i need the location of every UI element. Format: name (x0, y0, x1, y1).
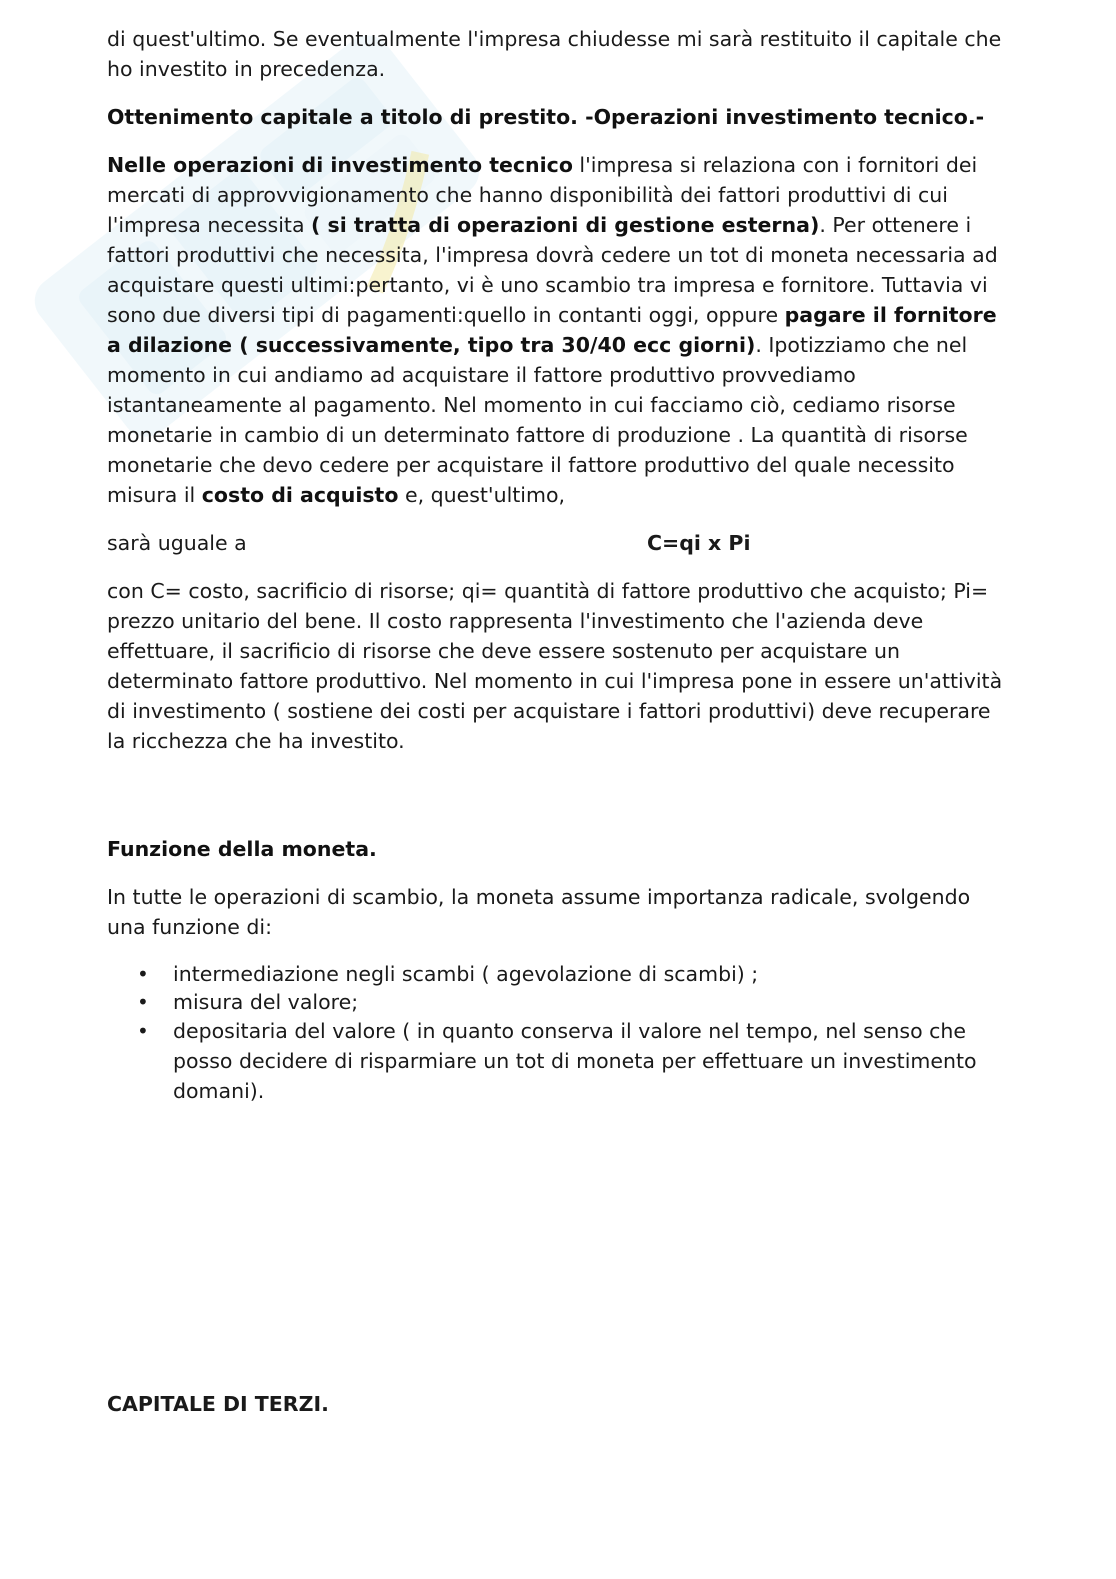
cost-formula: C=qi x Pi (647, 531, 751, 555)
funzioni-moneta-list (107, 960, 1007, 1106)
list-item: • depositaria del valore ( in quanto conserva il valore nel tempo, nel senso che posso decidere di risparmiare un tot di moneta per effettuare un investimento domani). (107, 1016, 1007, 1106)
bullet-icon: • (137, 1019, 149, 1043)
bold-costo-acquisto: costo di acquisto (201, 483, 399, 507)
list-item: • misura del valore; (137, 990, 359, 1014)
document-body (107, 24, 1007, 1106)
paragraph-moneta-scambio: In tutte le operazioni di scambio, la moneta assume importanza radicale, svolgendo una funzione di: (107, 885, 971, 939)
formula-row (107, 528, 1007, 558)
bullet-icon: • (137, 990, 149, 1014)
list-item: • intermediazione negli scambi ( agevolazione di scambi) ; (137, 962, 759, 986)
paragraph-investimento-tecnico: Nelle operazioni di investimento tecnico l'impresa si relaziona con i fornitori dei mercati di approvvigionamento che hanno disponibilità dei fattori produttivi di cui l'impresa necessita ( si tratta di operazioni di gestione esterna). Per ottenere i fattori produttivi che necessita, l'impresa dovrà cedere un tot di moneta necessaria ad acquistare questi ultimi:pertanto, vi è uno scambio tra impresa e fornitore. Tuttavia vi sono due diversi tipi di pagamenti:quello in contanti oggi, oppure pagare il fornitore a dilazione ( successivamente, tipo tra 30/40 ecc giorni). Ipotizziamo che nel momento in cui andiamo ad acquistare il fattore produttivo provvediamo istantaneamente al pagamento. Nel momento in cui facciamo ciò, cediamo risorse monetarie in cambio di un determinato fattore di produzione . La quantità di risorse monetarie che devo cedere per acquistare il fattore produttivo del quale necessito misura il costo di acquisto e, quest'ultimo, (107, 153, 998, 507)
paragraph-capitale-restituito: di quest'ultimo. Se eventualmente l'impresa chiudesse mi sarà restituito il capitale che ho investito in precedenza. (107, 27, 1002, 81)
bullet-icon: • (137, 962, 149, 986)
heading-ottenimento-prestito: Ottenimento capitale a titolo di prestito. -Operazioni investimento tecnico.- (107, 105, 985, 129)
paragraph-definizione-costo: con C= costo, sacrificio di risorse; qi= quantità di fattore produttivo che acquisto; Pi= prezzo unitario del bene. Il costo rappresenta l'investimento che l'azienda deve effettuare, il sacrificio di risorse che deve essere sostenuto per acquistare un determinato fattore produttivo. Nel momento in cui l'impresa pone in essere un'attività di investimento ( sostiene dei costi per acquistare i fattori produttivi) deve recuperare la ricchezza che ha investito. (107, 579, 1003, 753)
bold-pagamento-dilazione: pagare il fornitore a dilazione ( successivamente, tipo tra 30/40 ecc giorni) (107, 303, 997, 357)
formula-label: sarà uguale a (107, 531, 247, 555)
heading-funzione-moneta: Funzione della moneta. (107, 837, 377, 861)
bold-investimento-tecnico: Nelle operazioni di investimento tecnico (107, 153, 573, 177)
bold-gestione-esterna: ( si tratta di operazioni di gestione esterna) (311, 213, 820, 237)
heading-capitale-di-terzi: CAPITALE DI TERZI. (107, 1392, 329, 1416)
